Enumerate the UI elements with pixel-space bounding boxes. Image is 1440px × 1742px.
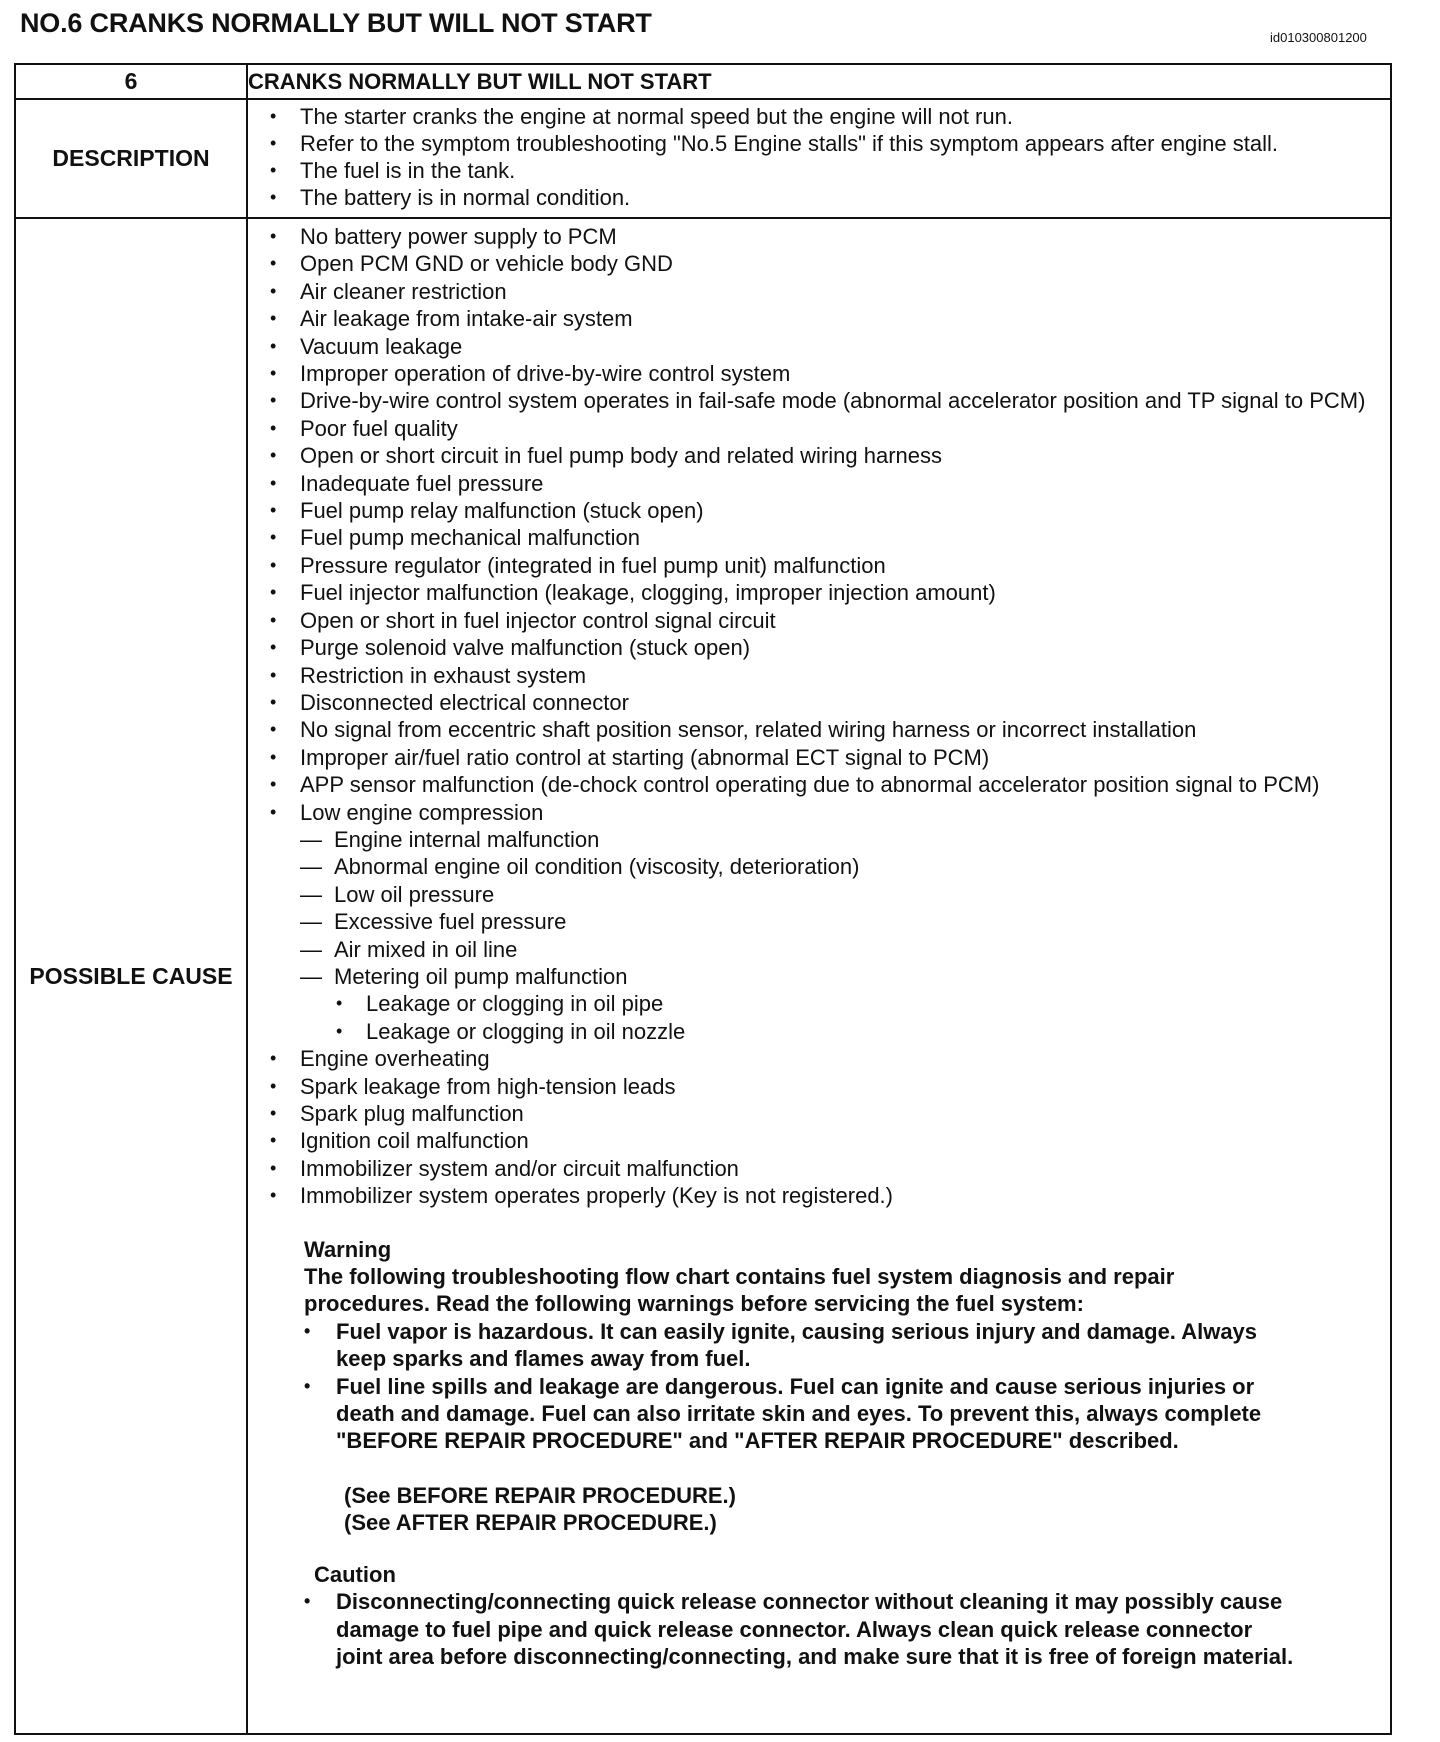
- cause-item: • Ignition coil malfunction: [270, 1128, 529, 1154]
- cause-item: • APP sensor malfunction (de-chock control operating due to abnormal accelerator position signal to PCM): [270, 772, 1320, 798]
- cause-item: • Inadequate fuel pressure: [270, 470, 544, 496]
- warning-item: • Fuel vapor is hazardous. It can easily ignite, causing serious injury and damage. Always keep sparks and flames away from fuel.: [304, 1318, 1258, 1372]
- description-item: • The battery is in normal condition.: [270, 185, 631, 210]
- description-item: • The starter cranks the engine at normal speed but the engine will not run.: [270, 104, 1013, 129]
- sub-cause-item: — Low oil pressure: [300, 881, 495, 907]
- symptom-heading: CRANKS NORMALLY BUT WILL NOT START: [248, 69, 712, 94]
- cause-item: • Engine overheating: [270, 1046, 490, 1072]
- sub-cause-item: — Air mixed in oil line: [300, 936, 518, 962]
- cause-item: • Spark plug malfunction: [270, 1101, 524, 1126]
- possible-cause-label: POSSIBLE CAUSE: [16, 219, 248, 1733]
- cause-item: • No battery power supply to PCM: [270, 224, 617, 249]
- caution-title: Caution: [314, 1561, 396, 1587]
- warning-title: Warning: [304, 1236, 392, 1262]
- warning-block: [270, 1236, 1382, 1537]
- caution-block: [270, 1561, 1382, 1671]
- cause-item: • Immobilizer system and/or circuit malfunction: [270, 1155, 739, 1181]
- cause-item: • Open or short in fuel injector control signal circuit: [270, 607, 776, 633]
- compression-subitems: [270, 826, 1382, 1045]
- sub-cause-item: — Engine internal malfunction: [300, 826, 600, 852]
- warning-intro-line: procedures. Read the following warnings before servicing the fuel system:: [304, 1291, 1084, 1317]
- cause-item: • Immobilizer system operates properly (Key is not registered.): [270, 1183, 893, 1209]
- cause-item: • Open or short circuit in fuel pump body and related wiring harness: [270, 443, 943, 469]
- sub-cause-item: — Excessive fuel pressure: [300, 909, 567, 935]
- warning-item: • Fuel line spills and leakage are dangerous. Fuel can ignite and cause serious injuries or death and damage. Fuel can also irritate skin and eyes. To prevent this, always complete "BEFORE REPAIR PROCEDURE" and "AFTER REPAIR PROCEDURE" described.: [304, 1373, 1262, 1454]
- cause-item: • Fuel pump mechanical malfunction: [270, 525, 640, 551]
- cause-item: • No signal from eccentric shaft position sensor, related wiring harness or incorrect installation: [270, 717, 1197, 743]
- table-header-row: [16, 65, 1390, 100]
- possible-cause-row: [16, 219, 1390, 1733]
- see-after-repair-link[interactable]: (See AFTER REPAIR PROCEDURE.): [344, 1510, 717, 1536]
- cause-item: • Air leakage from intake-air system: [270, 306, 633, 332]
- cause-item: • Poor fuel quality: [270, 415, 458, 441]
- warning-intro-line: The following troubleshooting flow chart contains fuel system diagnosis and repair: [304, 1264, 1175, 1290]
- cause-item: • Improper air/fuel ratio control at starting (abnormal ECT signal to PCM): [270, 744, 990, 770]
- cause-item: • Fuel injector malfunction (leakage, clogging, improper injection amount): [270, 580, 996, 606]
- document-id: id010300801200: [1270, 30, 1367, 45]
- sub-sub-cause-item: • Leakage or clogging in oil nozzle: [336, 1018, 686, 1044]
- cause-item: • Drive-by-wire control system operates in fail-safe mode (abnormal accelerator position and TP signal to PCM): [270, 388, 1366, 414]
- possible-cause-content: [248, 219, 1390, 1733]
- description-item: • The fuel is in the tank.: [270, 158, 516, 183]
- description-row: [16, 100, 1390, 219]
- symptom-table: [14, 63, 1392, 1735]
- cause-item: • Low engine compression: [270, 799, 544, 825]
- cause-item: • Fuel pump relay malfunction (stuck open): [270, 498, 704, 524]
- sub-cause-item: — Abnormal engine oil condition (viscosity, deterioration): [300, 854, 860, 880]
- cause-item: • Vacuum leakage: [270, 333, 463, 359]
- cause-item: • Spark leakage from high-tension leads: [270, 1073, 676, 1099]
- see-before-repair-link[interactable]: (See BEFORE REPAIR PROCEDURE.): [344, 1482, 736, 1508]
- description-item: • Refer to the symptom troubleshooting "No.5 Engine stalls" if this symptom appears after engine stall.: [270, 131, 1278, 156]
- cause-item: • Improper operation of drive-by-wire control system: [270, 361, 791, 387]
- cause-item: • Air cleaner restriction: [270, 278, 507, 304]
- page-title: NO.6 CRANKS NORMALLY BUT WILL NOT START: [20, 8, 652, 38]
- cause-item: • Disconnected electrical connector: [270, 689, 629, 715]
- cause-item: • Purge solenoid valve malfunction (stuck open): [270, 635, 751, 661]
- sub-cause-item: — Metering oil pump malfunction: [300, 963, 628, 989]
- caution-item: • Disconnecting/connecting quick release connector without cleaning it may possibly cause damage to fuel pipe and quick release connector. Always clean quick release connector joint area before disconnecting/connecting, and make sure that it is free of foreign material.: [304, 1589, 1294, 1669]
- description-content: [248, 100, 1390, 217]
- description-label: DESCRIPTION: [16, 100, 248, 217]
- cause-item: • Restriction in exhaust system: [270, 662, 587, 688]
- cause-item: • Pressure regulator (integrated in fuel pump unit) malfunction: [270, 552, 886, 578]
- symptom-number: 6: [16, 65, 248, 98]
- sub-sub-cause-item: • Leakage or clogging in oil pipe: [336, 991, 664, 1017]
- cause-item: • Open PCM GND or vehicle body GND: [270, 251, 673, 277]
